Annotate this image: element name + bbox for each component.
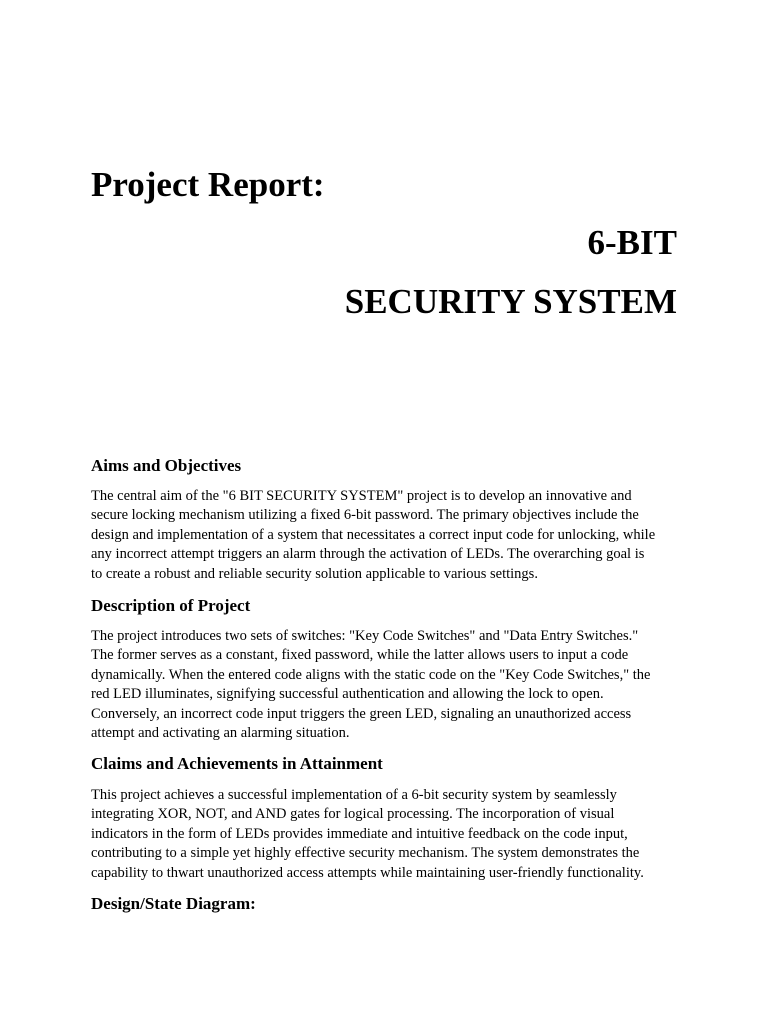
paragraph-line: indicators in the form of LEDs provides immediate and intuitive feedback on the code input, <box>91 825 628 842</box>
section-body-description <box>91 627 681 743</box>
document-subtitle-line1: 6-BIT <box>587 223 677 262</box>
paragraph-line: red LED illuminates, signifying successful authentication and allowing the lock to open. <box>91 686 604 703</box>
document-title: Project Report: <box>91 165 325 204</box>
paragraph-line: The former serves as a constant, fixed password, while the latter allows users to input a code <box>91 647 629 664</box>
paragraph-line: Conversely, an incorrect code input triggers the green LED, signaling an unauthorized access <box>91 705 632 722</box>
paragraph-line: integrating XOR, NOT, and AND gates for logical processing. The incorporation of visual <box>91 806 615 823</box>
paragraph-line: This project achieves a successful implementation of a 6-bit security system by seamlessly <box>91 787 617 803</box>
paragraph-line: secure locking mechanism utilizing a fixed 6-bit password. The primary objectives include the <box>91 507 639 524</box>
section-heading-claims: Claims and Achievements in Attainment <box>91 754 383 773</box>
paragraph-line: The central aim of the "6 BIT SECURITY SYSTEM" project is to develop an innovative and <box>91 488 632 504</box>
paragraph-line: attempt and activating an alarming situation. <box>91 725 350 742</box>
section-heading-description: Description of Project <box>91 596 251 615</box>
section-body-claims <box>91 786 681 883</box>
paragraph-line: contributing to a simple yet highly effective security mechanism. The system demonstrates the <box>91 845 640 862</box>
paragraph-line: to create a robust and reliable security solution applicable to various settings. <box>91 565 538 582</box>
section-heading-aims: Aims and Objectives <box>91 456 242 475</box>
section-heading-design: Design/State Diagram: <box>91 894 256 913</box>
section-body-aims <box>91 487 681 584</box>
paragraph-line: dynamically. When the entered code aligns with the static code on the "Key Code Switches," the <box>91 666 651 683</box>
paragraph-line: design and implementation of a system that necessitates a correct input code for unlocking, while <box>91 526 656 543</box>
document-subtitle-line2: SECURITY SYSTEM <box>344 282 677 321</box>
paragraph-line: any incorrect attempt triggers an alarm through the activation of LEDs. The overarching goal is <box>91 546 645 563</box>
paragraph-line: capability to thwart unauthorized access attempts while maintaining user-friendly functionality. <box>91 864 644 881</box>
paragraph-line: The project introduces two sets of switches: "Key Code Switches" and "Data Entry Switches." <box>91 628 639 644</box>
